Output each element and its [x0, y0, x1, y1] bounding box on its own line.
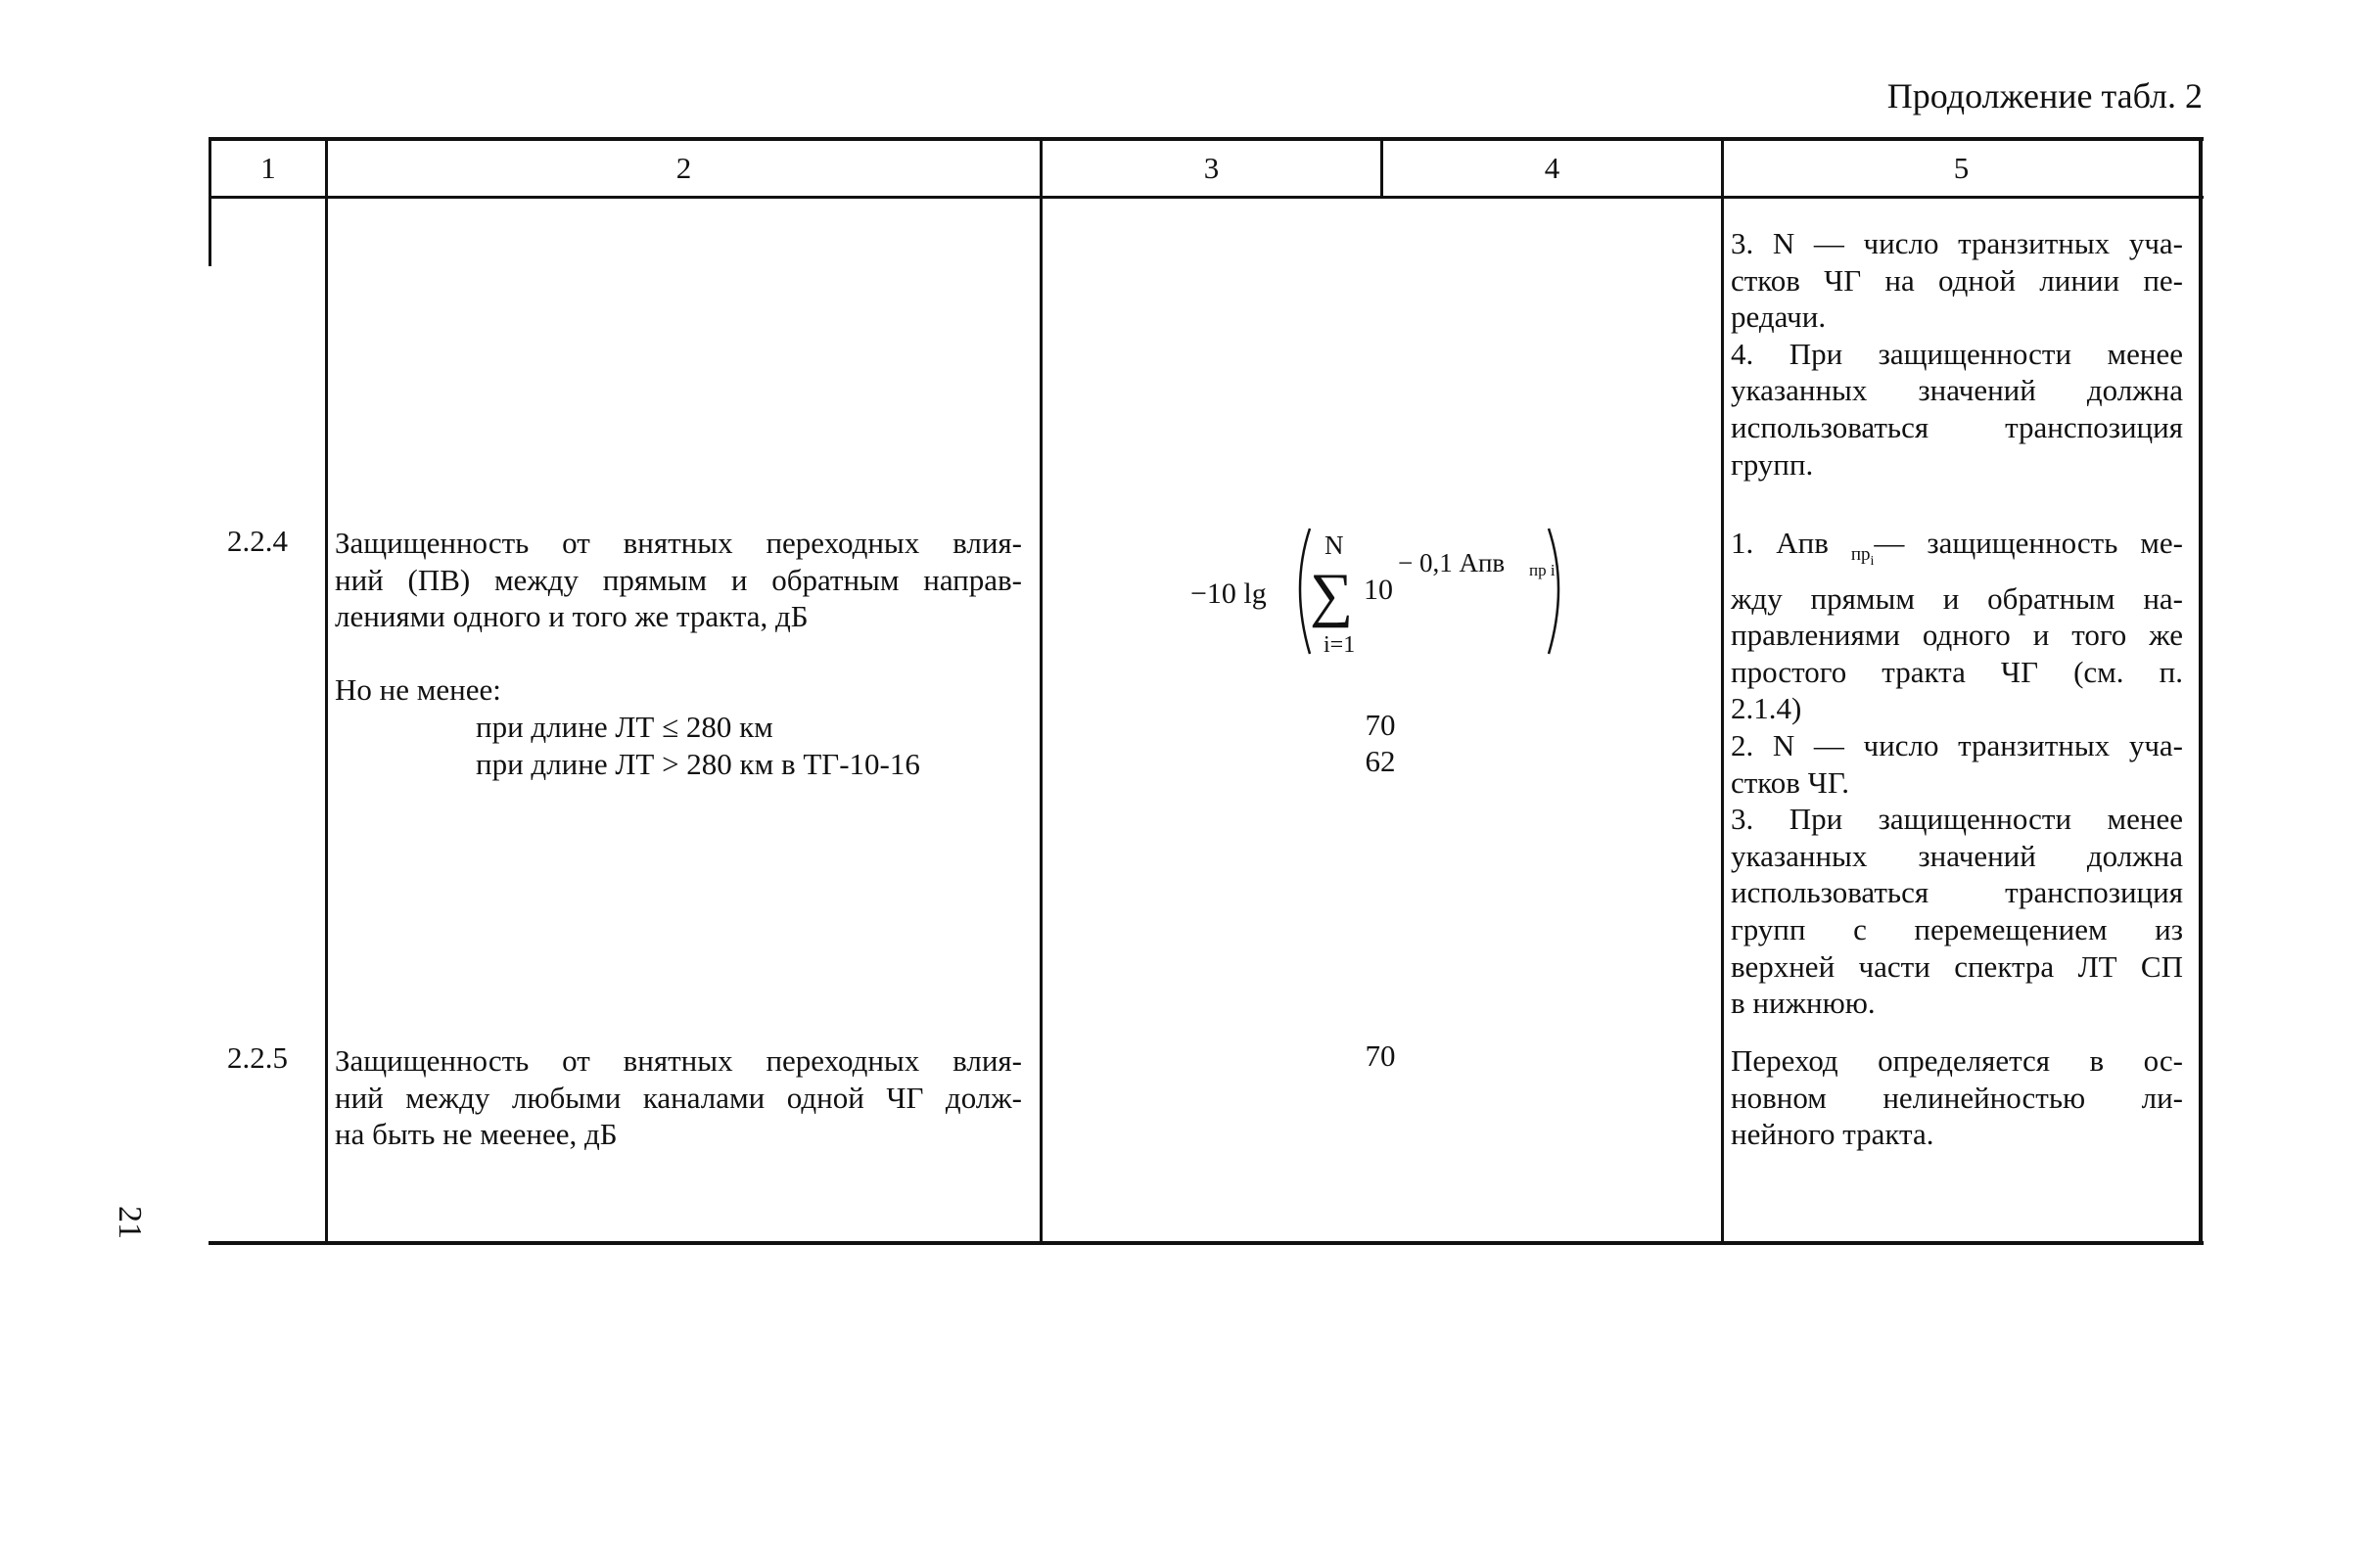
note-line: групп с перемещением из: [1731, 911, 2183, 946]
condition-line: при длине ЛТ > 280 км в ТГ-10-16: [476, 746, 920, 781]
note-text: — защищенность ме-: [1874, 526, 2183, 560]
row-description: [335, 1042, 1022, 1153]
continued-note-line: 3. N — число транзитных уча-: [1731, 226, 2183, 260]
continued-notes: [1731, 225, 2183, 483]
column-header-1: 1: [260, 151, 276, 185]
note-line: нейного тракта.: [1731, 1117, 1934, 1152]
continued-note-line: 4. При защищенности менее: [1731, 336, 2183, 371]
continued-note-line: указанных значений должна: [1731, 373, 2183, 408]
description-line: на быть не меенее, дБ: [335, 1117, 618, 1152]
note-subscript-index: i: [1870, 553, 1875, 569]
column-divider-2: [1040, 137, 1043, 1245]
note-line: простого тракта ЧГ (см. п.: [1731, 654, 2183, 689]
limit-value: 70: [1365, 708, 1396, 742]
formula-prefix: −10 lg: [1190, 577, 1267, 610]
row-description: [335, 525, 1022, 782]
column-divider-4: [1721, 137, 1724, 1245]
limit-value: 62: [1365, 744, 1396, 778]
formula-base: 10: [1364, 574, 1393, 606]
column-header-3: 3: [1203, 151, 1220, 185]
column-header-4: 4: [1544, 151, 1560, 185]
formula-lower-limit: i=1: [1324, 632, 1356, 658]
description-line: ний между любыми каналами одной ЧГ долж-: [335, 1080, 1022, 1115]
column-divider-1: [325, 137, 328, 1245]
description-line: Защищенность от внятных переходных влия-: [335, 1043, 1022, 1078]
condition-line: при длине ЛТ ≤ 280 км: [476, 709, 773, 744]
row-notes: [1731, 525, 2183, 1022]
column-header-5: 5: [1953, 151, 1970, 185]
row-number: 2.2.4: [227, 524, 288, 558]
continued-note-line: групп.: [1731, 446, 1814, 482]
formula-graphic: [1185, 517, 1576, 664]
note-line: указанных значений должна: [1731, 838, 2183, 873]
description-line: Защищенность от внятных переходных влия-: [335, 526, 1022, 560]
formula-upper-limit: N: [1324, 530, 1344, 560]
continued-note-line: редачи.: [1731, 300, 1827, 335]
column-header-2: 2: [675, 151, 692, 185]
note-line: Переход определяется в ос-: [1731, 1043, 2183, 1078]
note-line: 2.1.4): [1731, 691, 1802, 726]
page-number: 21: [112, 1206, 148, 1239]
table-right-border: [2199, 137, 2203, 1245]
table-bottom-border: [209, 1241, 2204, 1245]
note-line: жду прямым и обратным на-: [1731, 580, 2183, 616]
header-separator: [209, 196, 2204, 199]
formula-exponent: − 0,1 Апв: [1398, 548, 1506, 577]
note-line: стков ЧГ.: [1731, 764, 1850, 800]
table-top-border: [209, 137, 2204, 141]
summation-icon: ∑: [1310, 562, 1354, 628]
note-line: новном нелинейностью ли-: [1731, 1080, 2183, 1115]
note-line: 3. При защищенности менее: [1731, 802, 2183, 837]
note-line: верхней части спектра ЛТ СП: [1731, 948, 2183, 984]
formula-exponent-subscript: пр i: [1529, 561, 1556, 579]
note-line: использоваться транспозиция: [1731, 875, 2183, 910]
note-line: 2. N — число транзитных уча-: [1731, 727, 2183, 762]
continued-note-line: стков ЧГ на одной линии пе-: [1731, 262, 2183, 298]
formula-right-paren: [1549, 529, 1558, 654]
continued-note-line: использоваться транспозиция: [1731, 409, 2183, 444]
description-line: Но не менее:: [335, 672, 501, 708]
formula-left-paren: [1300, 529, 1310, 654]
crosstalk-formula: [1185, 517, 1576, 664]
description-line: лениями одного и того же тракта, дБ: [335, 599, 809, 634]
row-number: 2.2.5: [227, 1040, 288, 1075]
row-notes: [1731, 1042, 2183, 1153]
note-subscript: пр: [1850, 544, 1871, 566]
table-caption: Продолжение табл. 2: [1886, 76, 2203, 115]
note-line: [1731, 525, 2183, 580]
note-line: правлениями одного и того же: [1731, 618, 2183, 653]
note-line: в нижнюю.: [1731, 986, 1876, 1021]
limit-value: 70: [1365, 1038, 1396, 1073]
description-line: ний (ПВ) между прямым и обратным направ-: [335, 562, 1022, 597]
note-symbol: 1. Апв: [1731, 526, 1829, 560]
